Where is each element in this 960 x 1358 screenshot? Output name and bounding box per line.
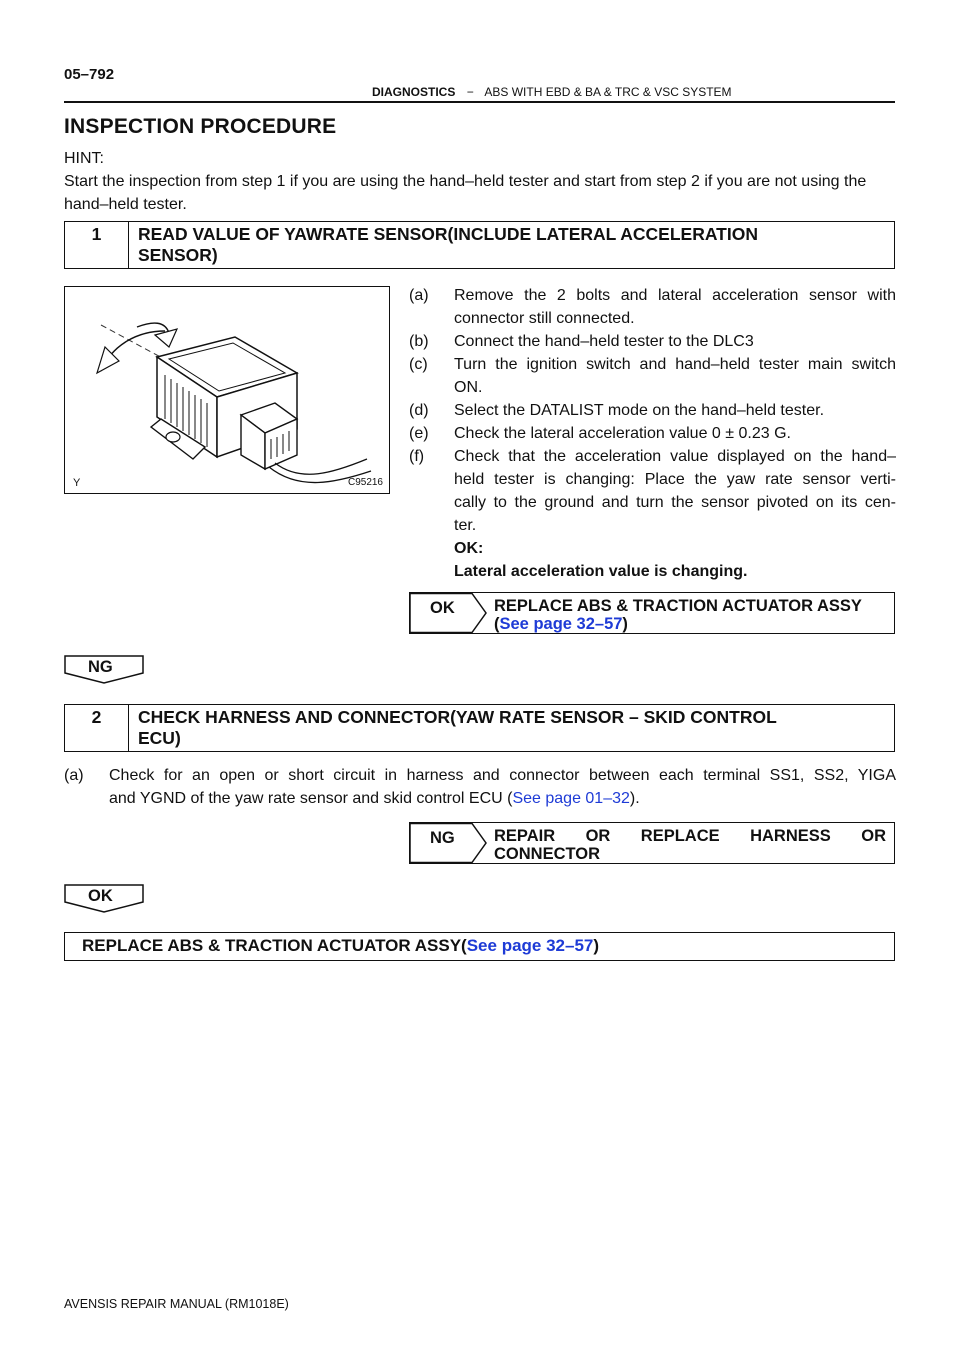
paren: ) bbox=[622, 615, 628, 633]
result-ng-tag: NG bbox=[430, 829, 455, 847]
ok-flow-tag bbox=[64, 884, 144, 914]
item-text: ON. bbox=[454, 379, 483, 396]
ng-flow-label: NG bbox=[88, 658, 113, 676]
step-1-title-line1: READ VALUE OF YAWRATE SENSOR(INCLUDE LATERAL ACCELERATION bbox=[138, 224, 758, 244]
section-name: DIAGNOSTICS bbox=[372, 85, 456, 99]
item-text: Turn the ignition switch and hand–held tester main switch bbox=[454, 356, 896, 373]
item-text: Select the DATALIST mode on the hand–held tester. bbox=[454, 402, 825, 419]
result-ok-line1: REPLACE ABS & TRACTION ACTUATOR ASSY bbox=[494, 597, 862, 615]
item-label: (f) bbox=[409, 448, 425, 465]
rotation-arrowhead-left bbox=[97, 347, 119, 373]
step-1-item-d bbox=[409, 399, 896, 422]
item-text: Check that the acceleration value displayed on the hand– bbox=[454, 448, 896, 465]
step-2-item-a bbox=[64, 764, 896, 810]
result-ng-box bbox=[409, 822, 895, 864]
result-ok-box bbox=[409, 592, 895, 634]
item-text: connector still connected. bbox=[454, 310, 635, 327]
step-1-number: 1 bbox=[65, 222, 129, 268]
item-text: Check for an open or short circuit in harness and connector between each terminal SS1, SS2, YIGA bbox=[109, 767, 896, 784]
item-text: Check the lateral acceleration value 0 ± 0.23 G. bbox=[454, 425, 791, 442]
page-number: 05–792 bbox=[64, 66, 115, 83]
step-1-title-line2: SENSOR) bbox=[138, 245, 218, 265]
item-text: Remove the 2 bolts and lateral acceleration sensor with bbox=[454, 287, 896, 304]
paren: ( bbox=[494, 615, 500, 633]
step-1-header bbox=[64, 221, 895, 269]
ng-flow-tag bbox=[64, 655, 144, 685]
hint-label: HINT: bbox=[64, 150, 104, 167]
header-rule bbox=[64, 101, 895, 103]
result-ok-tag: OK bbox=[430, 599, 455, 617]
step-2-title-line1: CHECK HARNESS AND CONNECTOR(YAW RATE SENSOR – SKID CONTROL bbox=[138, 707, 777, 727]
item-text-part: and YGND of the yaw rate sensor and skid control ECU ( bbox=[109, 790, 513, 807]
final-close-paren: ) bbox=[593, 936, 600, 955]
bolt-hole bbox=[166, 432, 180, 442]
result-ng-line1: REPAIR OR REPLACE HARNESS OR bbox=[494, 827, 886, 845]
section-header bbox=[372, 85, 732, 99]
step-2-title-line2: ECU) bbox=[138, 728, 181, 748]
item-text: ter. bbox=[454, 517, 477, 534]
see-page-32-57-link[interactable]: See page 32–57 bbox=[499, 615, 623, 633]
figure-corner-label: Y bbox=[73, 477, 81, 489]
step-1-item-e bbox=[409, 422, 896, 445]
step-1-item-c bbox=[409, 353, 896, 399]
item-label: (c) bbox=[409, 356, 428, 373]
final-action-box bbox=[64, 932, 895, 961]
step-1-item-a bbox=[409, 284, 896, 330]
see-page-01-32-link[interactable]: See page 01–32 bbox=[512, 790, 630, 807]
item-label: (d) bbox=[409, 402, 429, 419]
step-1-instructions bbox=[409, 284, 896, 583]
sensor-illustration bbox=[64, 286, 390, 494]
step-1-item-f bbox=[409, 445, 896, 583]
item-text bbox=[109, 787, 896, 810]
sensor-drawing bbox=[65, 287, 389, 493]
item-label: (a) bbox=[64, 767, 84, 784]
item-label: (b) bbox=[409, 333, 429, 350]
result-ng-line2: CONNECTOR bbox=[494, 845, 601, 863]
final-action-text: REPLACE ABS & TRACTION ACTUATOR ASSY( bbox=[82, 936, 467, 955]
result-ok-line2 bbox=[494, 615, 886, 633]
ok-flow-label: OK bbox=[88, 887, 113, 905]
step-2-number: 2 bbox=[65, 705, 129, 751]
item-text-part: ). bbox=[629, 790, 640, 807]
item-text: cally to the ground and turn the sensor pivoted on its cen- bbox=[454, 494, 896, 511]
ok-criterion-text: Lateral acceleration value is changing. bbox=[454, 563, 748, 580]
step-1-item-b bbox=[409, 330, 896, 353]
page-title: INSPECTION PROCEDURE bbox=[64, 115, 337, 138]
item-label: (a) bbox=[409, 287, 429, 304]
hint-text: Start the inspection from step 1 if you are using the hand–held tester and start from step 2 if you are not using the hand–held tester. bbox=[64, 173, 867, 213]
subsection-name: ABS WITH EBD & BA & TRC & VSC SYSTEM bbox=[484, 85, 732, 99]
figure-code: C95216 bbox=[347, 477, 383, 488]
item-text: held tester is changing: Place the yaw rate sensor verti- bbox=[454, 471, 896, 488]
footer: AVENSIS REPAIR MANUAL (RM1018E) bbox=[64, 1297, 289, 1311]
step-2-instructions bbox=[64, 764, 896, 810]
step-2-header bbox=[64, 704, 895, 752]
section-separator: − bbox=[466, 85, 474, 99]
item-text: Connect the hand–held tester to the DLC3 bbox=[454, 333, 754, 350]
item-label: (e) bbox=[409, 425, 429, 442]
wire-harness-upper bbox=[275, 459, 367, 474]
ok-criterion-label: OK: bbox=[454, 540, 484, 557]
final-see-page-32-57-link[interactable]: See page 32–57 bbox=[466, 936, 594, 955]
